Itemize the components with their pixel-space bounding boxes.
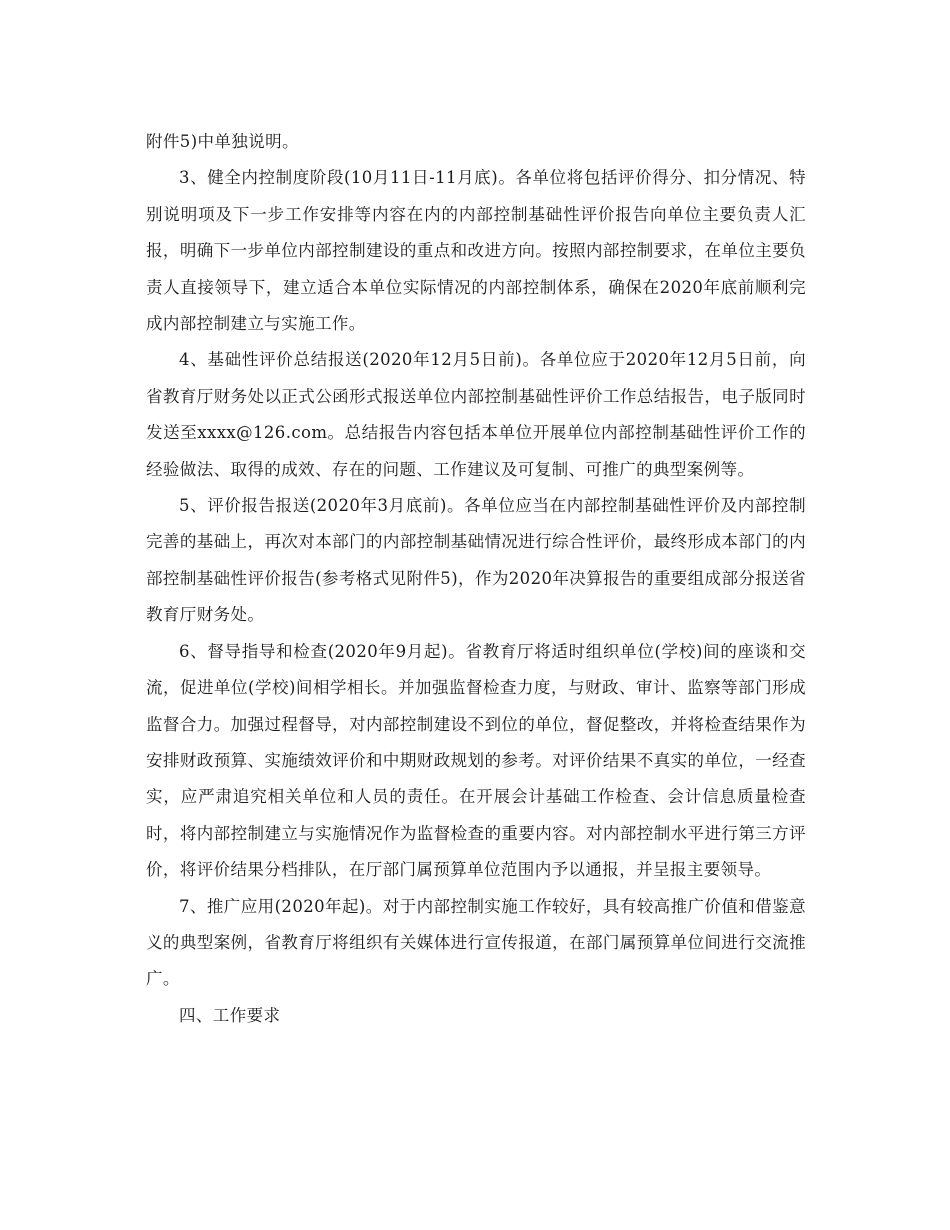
paragraph-item-3: 3、健全内控制度阶段(10月11日-11月底)。各单位将包括评价得分、扣分情况、特别说明项及下一步工作安排等内容在内的内部控制基础性评价报告向单位主要负责人汇报，明确下一步单位内部控制建设的重点和改进方向。按照内部控制要求，在单位主要负责人直接领导下，建立适合本单位实际情况的内部控制体系，确保在2020年底前顺利完成内部控制建立与实施工作。 xyxy=(146,168,806,334)
paragraph-item-7: 7、推广应用(2020年起)。对于内部控制实施工作较好，具有较高推广价值和借鉴意义的典型案例，省教育厅将组织有关媒体进行宣传报道，在部门属预算单位间进行交流推广。 xyxy=(146,896,806,989)
section-heading: 四、工作要求 xyxy=(179,1005,281,1025)
paragraph-item-6: 6、督导指导和检查(2020年9月起)。省教育厅将适时组织单位(学校)间的座谈和交流，促进单位(学校)间相学相长。并加强监督检查力度，与财政、审计、监察等部门形成监督合力。加强过程督导，对内部控制建设不到位的单位，督促整改，并将检查结果作为安排财政预算、实施绩效评价和中期财政规划的参考。对评价结果不真实的单位，一经查实，应严肃追究相关单位和人员的责任。在开展会计基础工作检查、会计信息质量检查时，将内部控制建立与实施情况作为监督检查的重要内容。对内部控制水平进行第三方评价，将评价结果分档排队，在厅部门属预算单位范围内予以通报，并呈报主要领导。 xyxy=(146,641,806,880)
paragraph-continuation: 附件5)中单独说明。 xyxy=(146,132,299,151)
document-body xyxy=(146,124,806,1034)
paragraph-item-5: 5、评价报告报送(2020年3月底前)。各单位应当在内部控制基础性评价及内部控制完善的基础上，再次对本部门的内部控制基础情况进行综合性评价，最终形成本部门的内部控制基础性评价报告(参考格式见附件5)，作为2020年决算报告的重要组成部分报送省教育厅财务处。 xyxy=(146,496,806,625)
paragraph-item-4: 4、基础性评价总结报送(2020年12月5日前)。各单位应于2020年12月5日前，向省教育厅财务处以正式公函形式报送单位内部控制基础性评价工作总结报告，电子版同时发送至xxxx@126.com。总结报告内容包括本单位开展单位内部控制基础性评价工作的经验做法、取得的成效、存在的问题、工作建议及可复制、可推广的典型案例等。 xyxy=(146,350,806,479)
